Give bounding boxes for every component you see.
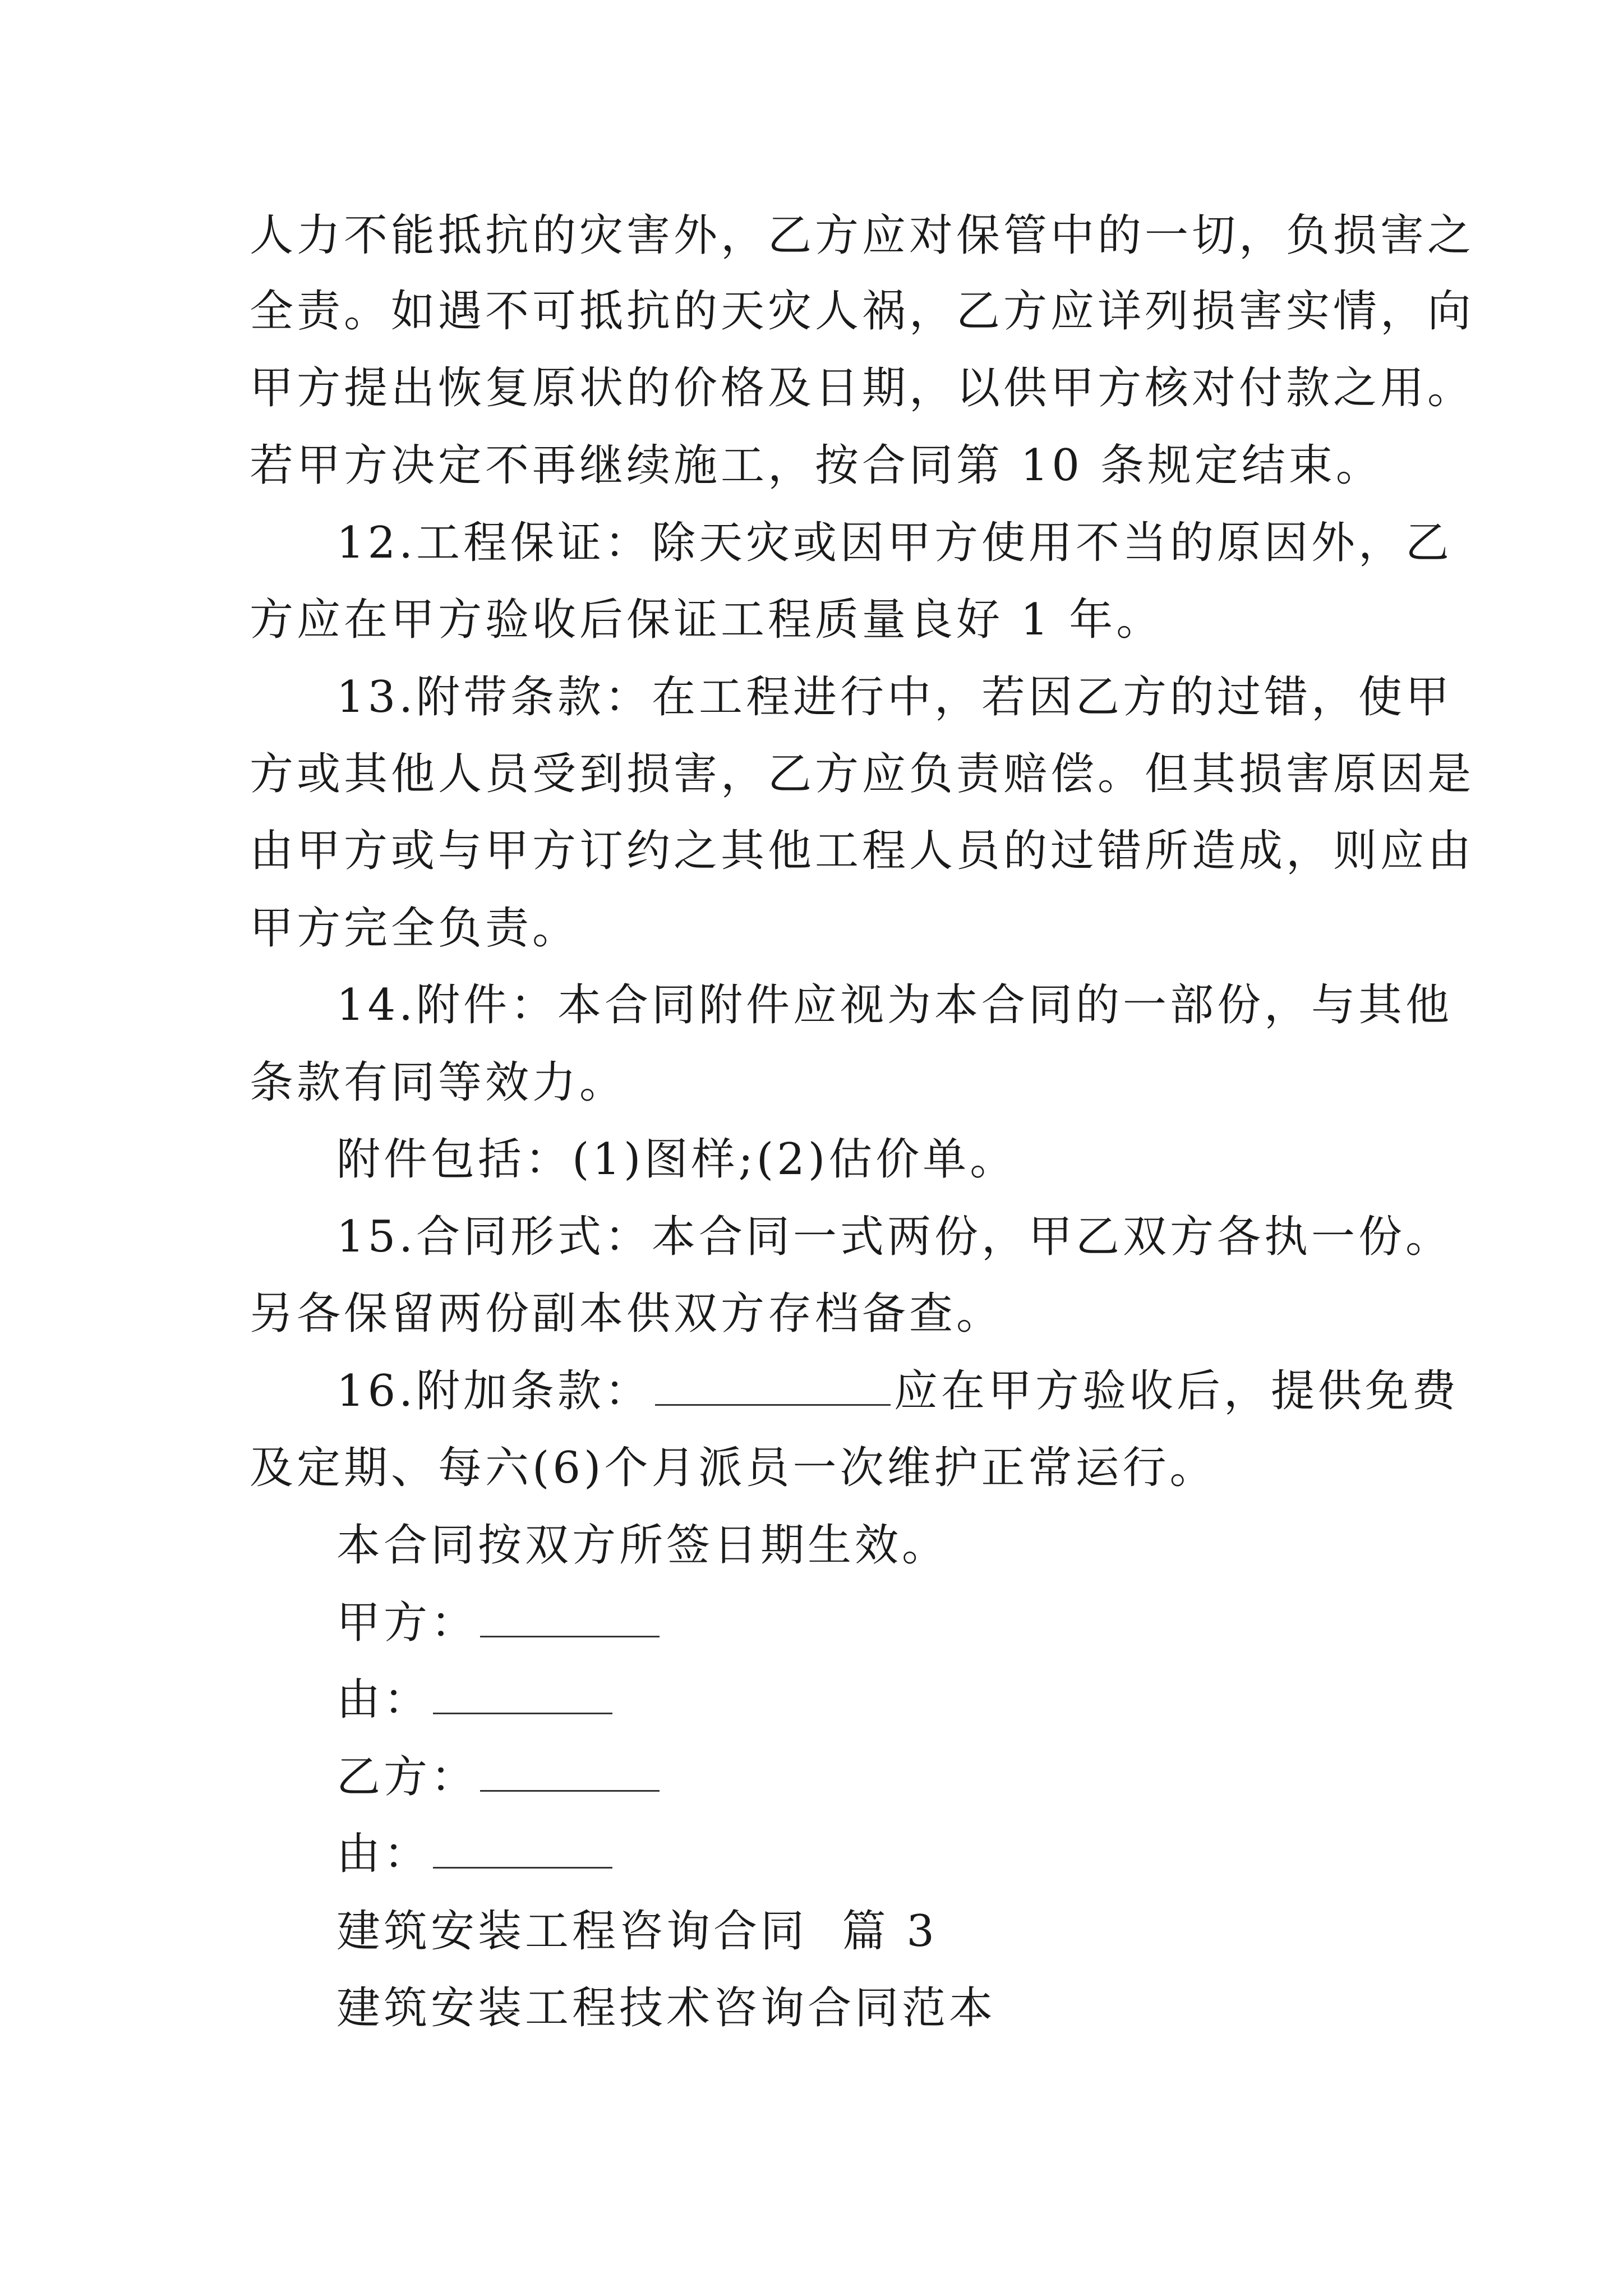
clause-12-line: 方应在甲方验收后保证工程质量良好 1 年。 (250, 595, 1164, 645)
signature-party-a (336, 1595, 660, 1651)
text-line: 甲方提出恢复原状的价格及日期，以供甲方核对付款之用。 (250, 363, 1475, 413)
attachments-line: 附件包括：(1)图样;(2)估价单。 (336, 1134, 1017, 1185)
clause-16-line: 及定期、每六(6)个月派员一次维护正常运行。 (250, 1443, 1217, 1493)
signature-blank[interactable] (480, 1596, 660, 1637)
blank-field[interactable] (655, 1365, 891, 1406)
signature-blank[interactable] (433, 1828, 612, 1869)
clause-16-line (336, 1363, 1459, 1419)
signature-label: 由： (336, 1829, 431, 1879)
clause-15-line: 另各保留两份副本供双方存档备查。 (250, 1289, 1004, 1339)
signature-by-a (336, 1672, 612, 1728)
clause-13-line: 13.附带条款：在工程进行中，若因乙方的过错，使甲 (336, 672, 1453, 723)
clause-13-line: 方或其他人员受到损害，乙方应负责赔偿。但其损害原因是 (250, 749, 1475, 799)
signature-blank[interactable] (433, 1673, 612, 1714)
clause-13-line: 甲方完全负责。 (250, 903, 580, 954)
section-heading: 建筑安装工程咨询合同 篇 3 (336, 1906, 938, 1957)
clause-16-suffix: 应在甲方验收后，提供免费 (894, 1366, 1460, 1416)
effective-clause: 本合同按双方所签日期生效。 (336, 1520, 949, 1571)
text-line: 全责。如遇不可抵抗的天灾人祸，乙方应详列损害实情，向 (250, 286, 1475, 337)
clause-13-line: 由甲方或与甲方订约之其他工程人员的过错所造成，则应由 (250, 826, 1475, 876)
clause-16-prefix: 16.附加条款： (336, 1366, 652, 1416)
clause-15-line: 15.合同形式：本合同一式两份，甲乙双方各执一份。 (336, 1212, 1453, 1262)
signature-label: 由： (336, 1674, 431, 1725)
text-line: 人力不能抵抗的灾害外，乙方应对保管中的一切，负损害之 (250, 210, 1475, 261)
text-line: 若甲方决定不再继续施工，按合同第 10 条规定结束。 (250, 440, 1383, 491)
signature-label: 乙方： (336, 1752, 478, 1802)
contract-title: 建筑安装工程技术咨询合同范本 (336, 1983, 997, 2033)
signature-blank[interactable] (480, 1751, 660, 1792)
clause-14-line: 14.附件：本合同附件应视为本合同的一部份，与其他 (336, 980, 1453, 1030)
signature-party-b (336, 1749, 660, 1805)
signature-by-b (336, 1826, 612, 1882)
signature-label: 甲方： (336, 1598, 478, 1648)
clause-14-line: 条款有同等效力。 (250, 1057, 627, 1108)
clause-12-line: 12.工程保证：除天灾或因甲方使用不当的原因外，乙 (336, 518, 1453, 568)
